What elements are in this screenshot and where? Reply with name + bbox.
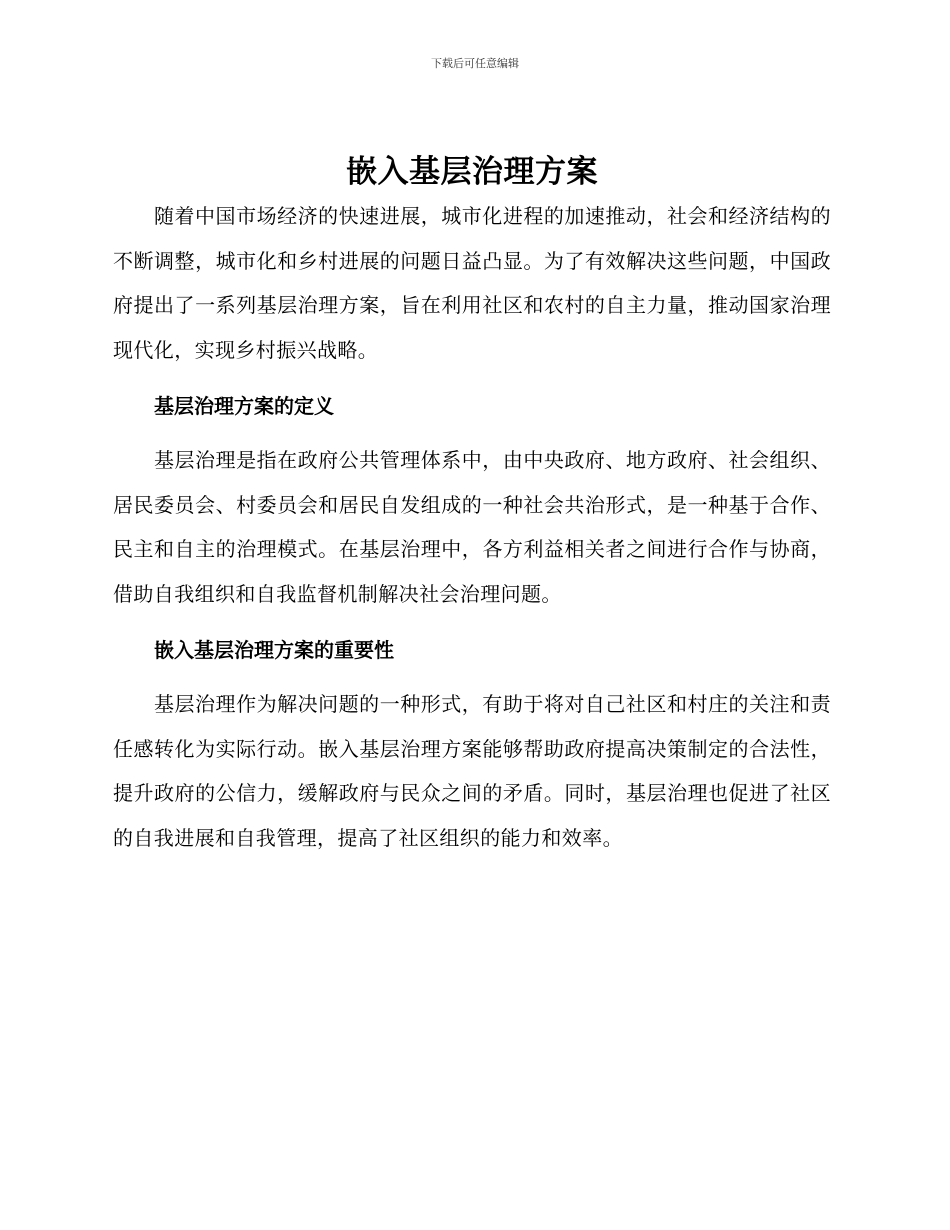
header-note: 下载后可任意编辑: [431, 57, 519, 70]
document-title: 嵌入基层治理方案: [346, 154, 598, 190]
document-content: [113, 150, 831, 860]
section-heading-definition: 基层治理方案的定义: [154, 394, 334, 418]
section-body-definition: 基层治理是指在政府公共管理体系中，由中央政府、地方政府、社会组织、居民委员会、村委员会和居民自发组成的一种社会共治形式，是一种基于合作、民主和自主的治理模式。在基层治理中，各方利益相关者之间进行合作与协商，借助自我组织和自我监督机制解决社会治理问题。: [113, 448, 831, 606]
section-body-importance: 基层治理作为解决问题的一种形式，有助于将对自己社区和村庄的关注和责任感转化为实际行动。嵌入基层治理方案能够帮助政府提高决策制定的合法性，提升政府的公信力，缓解政府与民众之间的矛盾。同时，基层治理也促进了社区的自我进展和自我管理，提高了社区组织的能力和效率。: [113, 692, 831, 850]
section-heading-importance: 嵌入基层治理方案的重要性: [154, 638, 394, 662]
intro-paragraph: 随着中国市场经济的快速进展，城市化进程的加速推动，社会和经济结构的不断调整，城市化和乡村进展的问题日益凸显。为了有效解决这些问题，中国政府提出了一系列基层治理方案，旨在利用社区和农村的自主力量，推动国家治理现代化，实现乡村振兴战略。: [113, 204, 831, 362]
